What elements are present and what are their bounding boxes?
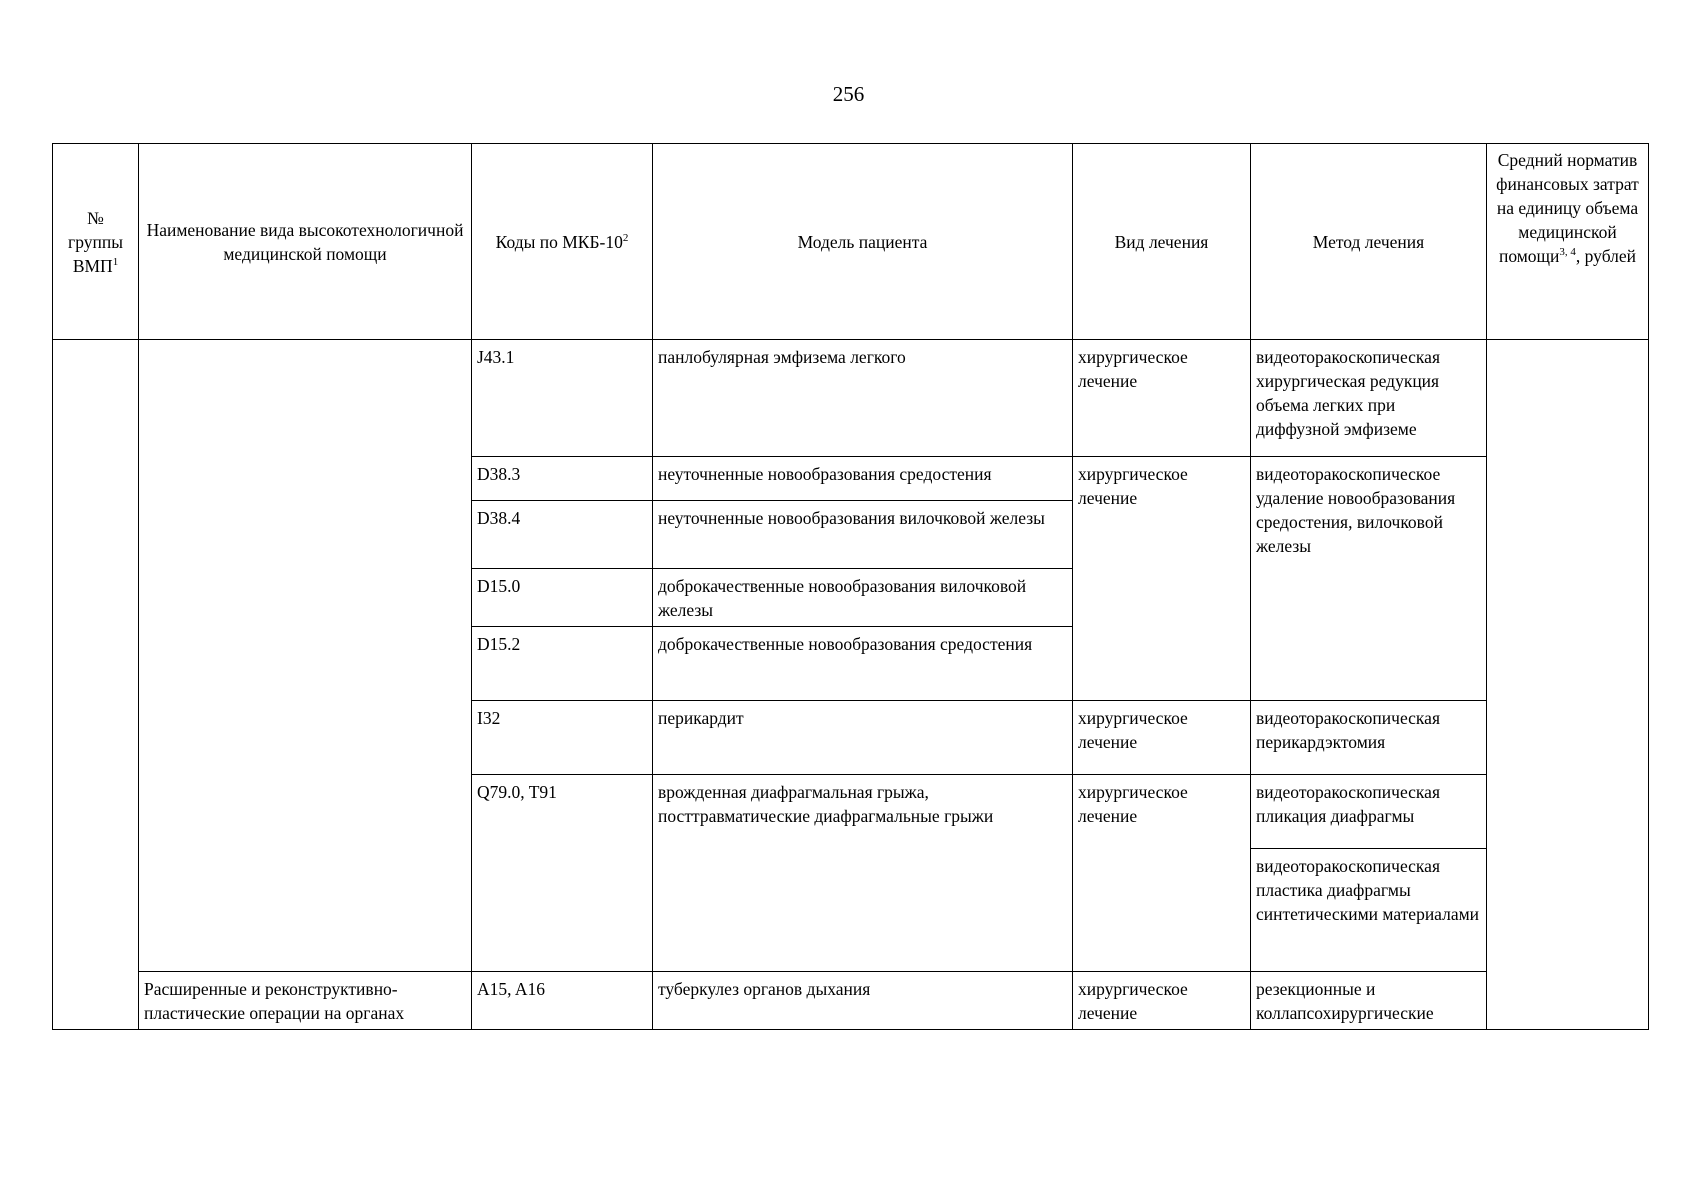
cost-norm-cell — [1487, 340, 1649, 1030]
icd-code: D15.0 — [472, 569, 653, 627]
icd-code: D15.2 — [472, 627, 653, 701]
icd-code: I32 — [472, 701, 653, 775]
header-treatment-type: Вид лечения — [1073, 144, 1251, 340]
table-row — [53, 972, 1649, 1030]
treatment-type: хирургическое лечение — [1073, 340, 1251, 457]
header-group-number: № группы ВМП$^1$ — [53, 144, 139, 340]
header-care-type: Наименование вида высокотехнологичной медицинской помощи — [139, 144, 472, 340]
patient-model: неуточненные новообразования средостения — [653, 457, 1073, 501]
treatment-type: хирургическое лечение — [1073, 775, 1251, 972]
care-type-cell — [139, 340, 472, 972]
patient-model: панлобулярная эмфизема легкого — [653, 340, 1073, 457]
treatment-method: видеоторакоскопическая пликация диафрагмы — [1251, 775, 1487, 849]
care-type-name: Расширенные и реконструктивно-пластические операции на органах — [139, 972, 472, 1030]
patient-model: перикардит — [653, 701, 1073, 775]
header-icd-codes: Коды по МКБ-$10^2$ — [472, 144, 653, 340]
icd-code: Q79.0, T91 — [472, 775, 653, 972]
patient-model: врожденная диафрагмальная грыжа, посттравматические диафрагмальные грыжи — [653, 775, 1073, 972]
treatment-method: резекционные и коллапсохирургические — [1251, 972, 1487, 1030]
treatment-method: видеоторакоскопическая хирургическая редукция объема легких при диффузной эмфиземе — [1251, 340, 1487, 457]
icd-code: D38.3 — [472, 457, 653, 501]
icd-code: A15, A16 — [472, 972, 653, 1030]
treatment-type: хирургическое лечение — [1073, 701, 1251, 775]
treatment-method: видеоторакоскопическая перикардэктомия — [1251, 701, 1487, 775]
header-cost-norm: Средний норматив финансовых затрат на единицу объема медицинской помощи$^{3, 4}$, рублей — [1487, 144, 1649, 340]
header-patient-model: Модель пациента — [653, 144, 1073, 340]
page-number: 256 — [832, 82, 865, 106]
patient-model: неуточненные новообразования вилочковой железы — [653, 501, 1073, 569]
header-row — [53, 144, 1649, 340]
treatment-type: хирургическое лечение — [1073, 972, 1251, 1030]
header-treatment-method: Метод лечения — [1251, 144, 1487, 340]
treatment-type: хирургическое лечение — [1073, 457, 1251, 701]
patient-model: туберкулез органов дыхания — [653, 972, 1073, 1030]
icd-code: J43.1 — [472, 340, 653, 457]
patient-model: доброкачественные новообразования вилочковой железы — [653, 569, 1073, 627]
treatment-method: видеоторакоскопическое удаление новообразования средостения, вилочковой железы — [1251, 457, 1487, 701]
table-row — [53, 340, 1649, 457]
vmp-table — [52, 143, 1649, 1030]
treatment-method: видеоторакоскопическая пластика диафрагмы синтетическими материалами — [1251, 849, 1487, 972]
group-number-cell — [53, 340, 139, 1030]
patient-model: доброкачественные новообразования средостения — [653, 627, 1073, 701]
icd-code: D38.4 — [472, 501, 653, 569]
